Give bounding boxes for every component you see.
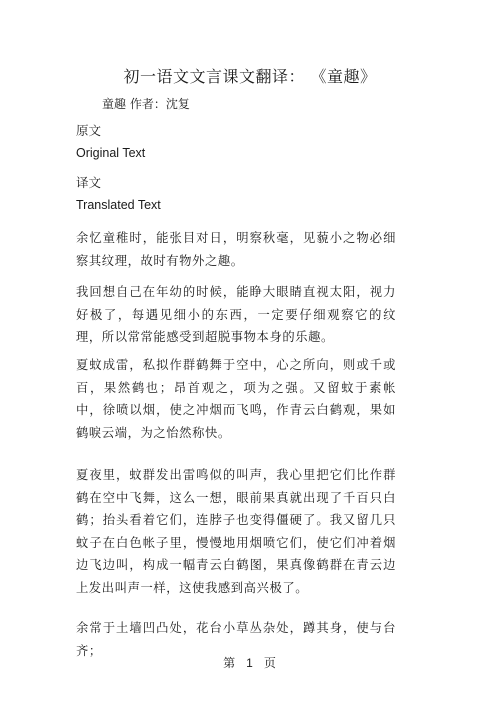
original-label-cn: 原文 [76, 123, 102, 138]
footer-suffix: 页 [263, 656, 277, 670]
paragraph-1: 余忆童稚时，能张目对日，明察秋毫，见藐小之物必细察其纹理，故时有物外之趣。 [76, 231, 396, 268]
translated-label-en: Translated Text [76, 198, 161, 212]
page-number: 1 [246, 656, 254, 670]
document-title: 初一语文文言课文翻译： 《童趣》 [123, 67, 377, 86]
paragraph-5: 余常于土墙凹凸处，花台小草丛杂处，蹲其身，使与台齐； [76, 621, 396, 658]
translated-label-cn: 译文 [76, 175, 102, 190]
paragraph-3: 夏蚊成雷，私拟作群鹤舞于空中，心之所向，则或千或百，果然鹤也；昂首观之，项为之强。又留蚊于素帐中，徐喷以烟，使之冲烟而飞鸣，作青云白鹤观，果如鹤唳云端，为之怡然称快。 [76, 358, 396, 440]
author-line: 童趣 作者：沈复 [102, 97, 190, 111]
footer-prefix: 第 [223, 656, 237, 670]
paragraph-4: 夏夜里，蚊群发出雷鸣似的叫声，我心里把它们比作群鹤在空中飞舞，这么一想，眼前果真就出现了千百只白鹤；抬头看着它们，连脖子也变得僵硬了。我又留几只蚊子在白色帐子里，慢慢地用烟喷它们，使它们冲着烟边飞边叫，构成一幅青云白鹤图，果真像鹤群在青云边上发出叫声一样，这使我感到高兴极了。 [76, 468, 396, 595]
original-label-en: Original Text [76, 146, 146, 160]
page-footer [0, 654, 500, 671]
paragraph-2: 我回想自己在年幼的时候，能睁大眼睛直视太阳，视力好极了，每遇见细小的东西，一定要仔细观察它的纹理，所以常常能感受到超脱事物本身的乐趣。 [76, 285, 396, 344]
